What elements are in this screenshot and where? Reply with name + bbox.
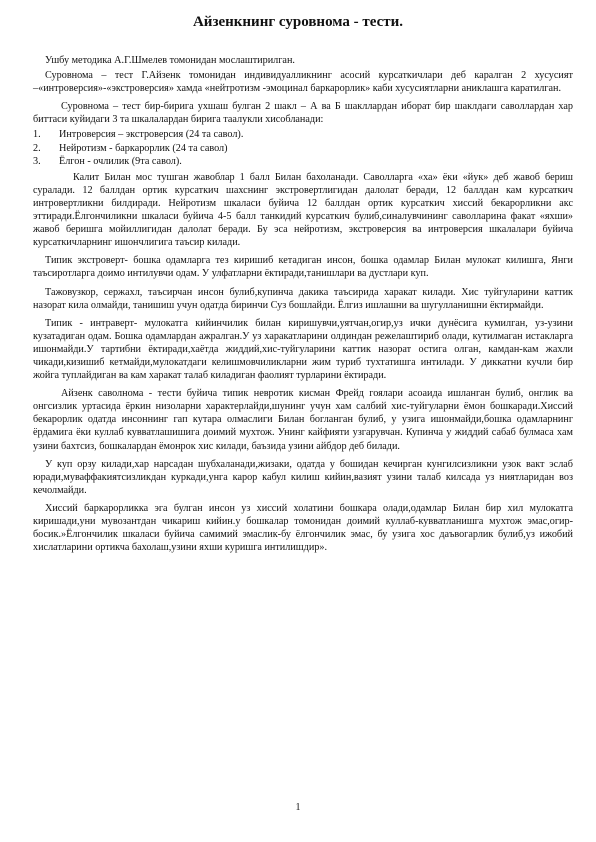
list-text: Интроверсия – экстроверсия (24 та савол). [59, 129, 244, 141]
paragraph-extrovert-traits: Тажовузкор, сержахл, таъсирчан инсон булиб,купинча дакика таъсирида харакат килади. Хис туйгуларини каттик назорат кила олмайди, танишиш учун одатда биринчи Суз бошлайди. Ёлгиз ишлашни ва шугулланишни ёктирмайди. [33, 286, 573, 311]
paragraph-extrovert: Типик экстроверт- бошка одамларга тез киришиб кетадиган инсон, бошка одамлар Билан мулокат килишга, Янги таъсиротларга доимо интилувчи одам. У улфатларни ёктиради,танишлари ва дустлари куп. [33, 255, 573, 280]
list-text: Ёлгон - очлилик (9та савол). [59, 155, 182, 167]
document-body [33, 54, 573, 559]
paragraph-scoring: Калит Билан мос тушган жавоблар 1 балл Билан бахоланади. Саволларга «ха» ёки «йук» деб жавоб бериш суралади. 12 баллдан ортик курсаткич шахснинг экстровертлигидан далолат беради, 12 баллдан кам курсаткич интровертликни билдиради. Нейротизм шкаласи буйича 12 баллдан ортик курсаткич хиссий бекарорликни акс эттиради.Ёлгончиликни шкаласи буйича 4-5 балл танкидий курсаткич булиб,синалувчининг саволларина факат «яхши» жавоб беришга мойиллигидан далолат беради. Бу эса нейротизм, экстроверсия ва интроверсия шкалалари буйича курсаткичларнинг ишончлигига таъсир килади. [33, 171, 573, 249]
paragraph-purpose: Суровнома – тест Г.Айзенк томонидан индивидуалликнинг асосий курсаткичлари деб каралган 2 хусусият –«интроверсия»-«экстроверсия» хамда «нейтротизм -эмоцинал баркарорлик» каби хусусиятларни аниклашга каратилган. [33, 70, 573, 95]
list-number: 2. [33, 142, 41, 154]
paragraph-neurotic-traits: У куп орзу килади,хар нарсадан шубхаланади,жизаки, одатда у бошидан кечирган кунгилсизликни узок вакт эслаб юради,муваффакиятсизликдан куркади,унга карор кабул килиш кийин,вазият узини талаб килсада уз ниятларидан воз кечолмайди. [33, 458, 573, 496]
scales-list [33, 128, 573, 167]
document-title: Айзенкнинг суровнома - тести. [192, 14, 404, 30]
list-item [33, 128, 573, 141]
paragraph-neurotic: Айзенк саволнома - тести буйича типик невротик кисман Фрейд гоялари асоаида ишланган булиб, онглик ва онгсизлик уртасида ёркин низоларни характерлайди,шунинг учун хам салбий хис-туйгуларни ёмон бошкаради.Хиссий бекарорлик одатда инсоннинг гап кутара олмаслиги Билан богланган булиб, у узига ишонмайди,бошка одамларнинг ёрдамига ёки куллаб кувватлашишига доимий мухтож. Унинг кайфияти узгарувчан. Купинча у жиддий сабаб булмаса хам узини бахтсиз, бошкалардан ёмонрок хис килади, баъзида узини айбдор деб билади. [33, 388, 573, 452]
list-text: Нейротизм - баркарорлик (24 та савол) [59, 142, 228, 154]
paragraph-stability: Хиссий баркарорликка эга булган инсон уз хиссий холатини бошкара олади,одамлар Билан бир хил мулокатга киришади,уни мувозантдан чикариш кийин.у бошкалар томонидан доимий куллаб-кувватланишга мухтож эмас,огир-босик.»Ёлгончилик шкаласи буйича самимий эмаслик-бу ёлгончилик эмас, бу узига хос даъвогарлик булиб,уз ижобий хислатларини ортикча бахолаш,узини яхши куришга интилишдир». [33, 502, 573, 554]
paragraph-intro: Ушбу методика А.Г.Шмелев томонидан мослаштирилган. [45, 55, 295, 66]
list-number: 3. [33, 155, 41, 167]
paragraph-forms: Суровнома – тест бир-бирига ухшаш булган 2 шакл – А ва Б шакллардан иборат бир шаклдаги саволлардан хар биттаси куйидаги 3 та шкалалардан бирига таалукли хисобланади: [33, 101, 573, 126]
list-item [33, 142, 573, 155]
list-item [33, 155, 573, 168]
page-number: 1 [295, 802, 301, 813]
paragraph-introvert: Типик - интраверт- мулокатга кийинчилик билан киришувчи,уятчан,огир,уз ички дунёсига кумилган, уз-узини кузатадиган одам. Бошка одамлардан ажралган.У уз харакатларини олдиндан режелаштириб олади, кутилмаган истакларга ишонмайди.У тартибни ёктиради,хаётда жиддий,хис-туйгуларини каттик назорат остига олган, камдан-кам жахли чикади,кизишиб кетмайди,мулокатдаги келишмовчиликларни жим туриб тухтатишга интилади. У диккатни кучли бир жойга туплайдиган ва кам харакат талаб киладиган фаолият турларини ёктиради. [33, 317, 573, 382]
list-number: 1. [33, 129, 41, 141]
